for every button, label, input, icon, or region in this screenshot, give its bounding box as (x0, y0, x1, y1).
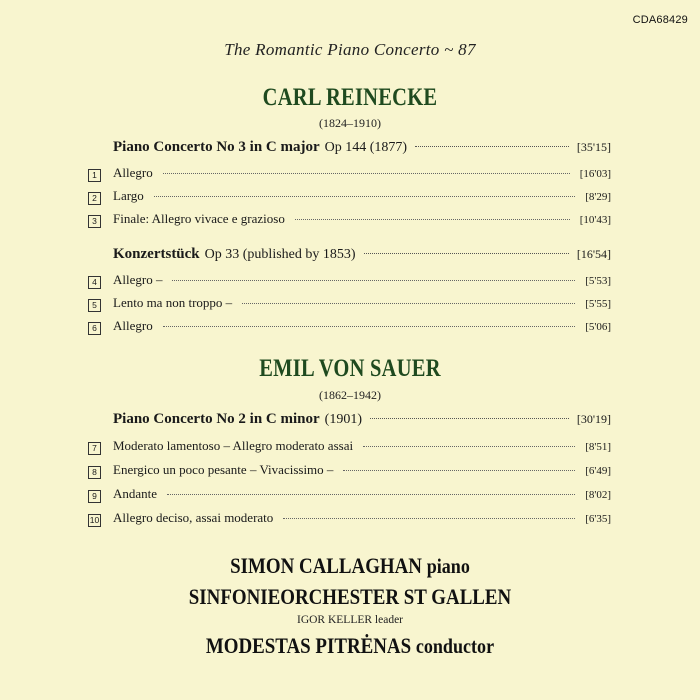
track-number: 2 (88, 192, 101, 205)
track-duration: [10'43] (579, 214, 611, 226)
soloist-name: SIMON CALLAGHAN (230, 553, 422, 578)
track-row (88, 165, 611, 183)
work-opus: Op 144 (1877) (324, 140, 408, 155)
track-duration: [8'29] (585, 191, 611, 203)
catalog-number: CDA68429 (632, 14, 688, 26)
work-opus: (1901) (324, 412, 362, 427)
track-number: 6 (88, 322, 101, 335)
track-row (88, 438, 611, 456)
track-number: 5 (88, 299, 101, 312)
composer-dates: (1862–1942) (319, 388, 381, 402)
track-title: Andante (113, 486, 158, 501)
dotted-leader (283, 518, 575, 519)
track-title: Allegro – (113, 272, 163, 287)
track-row (88, 188, 611, 206)
track-duration: [6'35] (585, 513, 611, 525)
track-duration: [6'49] (585, 465, 611, 477)
dotted-leader (370, 418, 569, 419)
dotted-leader (154, 196, 575, 197)
track-row (88, 295, 611, 313)
work-heading (113, 411, 611, 431)
conductor-credit (49, 633, 651, 659)
work-opus: Op 33 (published by 1853) (204, 247, 356, 262)
dotted-leader (295, 219, 570, 220)
track-number: 4 (88, 276, 101, 289)
work-total-duration: [16'54] (576, 247, 611, 261)
dotted-leader (343, 470, 575, 471)
track-number: 8 (88, 466, 101, 479)
orchestra-leader: IGOR KELLER leader (296, 614, 404, 626)
dotted-leader (364, 253, 569, 254)
track-title: Allegro (113, 318, 153, 333)
track-row (88, 486, 611, 504)
composer-heading: CARL REINECKE (262, 84, 438, 111)
dotted-leader (163, 326, 575, 327)
work-heading (113, 139, 611, 159)
conductor-role: conductor (415, 634, 495, 658)
work-heading (113, 246, 611, 266)
track-title: Lento ma non troppo – (113, 295, 233, 310)
track-number: 7 (88, 442, 101, 455)
track-title: Energico un poco pesante – Vivacissimo – (113, 462, 334, 477)
dotted-leader (163, 173, 570, 174)
dotted-leader (363, 446, 575, 447)
track-row (88, 272, 611, 290)
track-number: 9 (88, 490, 101, 503)
soloist-credit (49, 553, 651, 579)
track-number: 1 (88, 169, 101, 182)
track-row (88, 211, 611, 229)
track-title: Allegro (113, 165, 153, 180)
track-number: 3 (88, 215, 101, 228)
dotted-leader (242, 303, 575, 304)
work-title: Piano Concerto No 3 in C major (113, 139, 320, 155)
composer-heading: EMIL VON SAUER (259, 355, 441, 382)
work-total-duration: [35'15] (576, 140, 611, 154)
track-duration: [8'02] (585, 489, 611, 501)
conductor-name: MODESTAS PITRĖNAS (205, 633, 412, 658)
track-number: 10 (89, 515, 100, 525)
track-row (88, 510, 611, 528)
track-title: Finale: Allegro vivace e grazioso (113, 211, 285, 226)
track-row (88, 318, 611, 336)
dotted-leader (415, 146, 569, 147)
dotted-leader (167, 494, 575, 495)
track-duration: [5'06] (585, 321, 611, 333)
work-title: Piano Concerto No 2 in C minor (113, 411, 320, 427)
orchestra-credit: SINFONIEORCHESTER ST GALLEN (188, 584, 512, 609)
track-title: Moderato lamentoso – Allegro moderato assai (113, 438, 354, 453)
track-duration: [5'53] (585, 275, 611, 287)
track-duration: [16'03] (579, 168, 611, 180)
dotted-leader (172, 280, 575, 281)
composer-dates: (1824–1910) (319, 116, 381, 130)
track-title: Largo (113, 188, 144, 203)
soloist-role: piano (426, 554, 470, 578)
track-title: Allegro deciso, assai moderato (113, 510, 274, 525)
work-title: Konzertstück (113, 246, 200, 262)
work-total-duration: [30'19] (576, 412, 611, 426)
track-row (88, 462, 611, 480)
series-title: The Romantic Piano Concerto ~ 87 (224, 40, 476, 59)
track-duration: [8'51] (585, 441, 611, 453)
track-duration: [5'55] (585, 298, 611, 310)
